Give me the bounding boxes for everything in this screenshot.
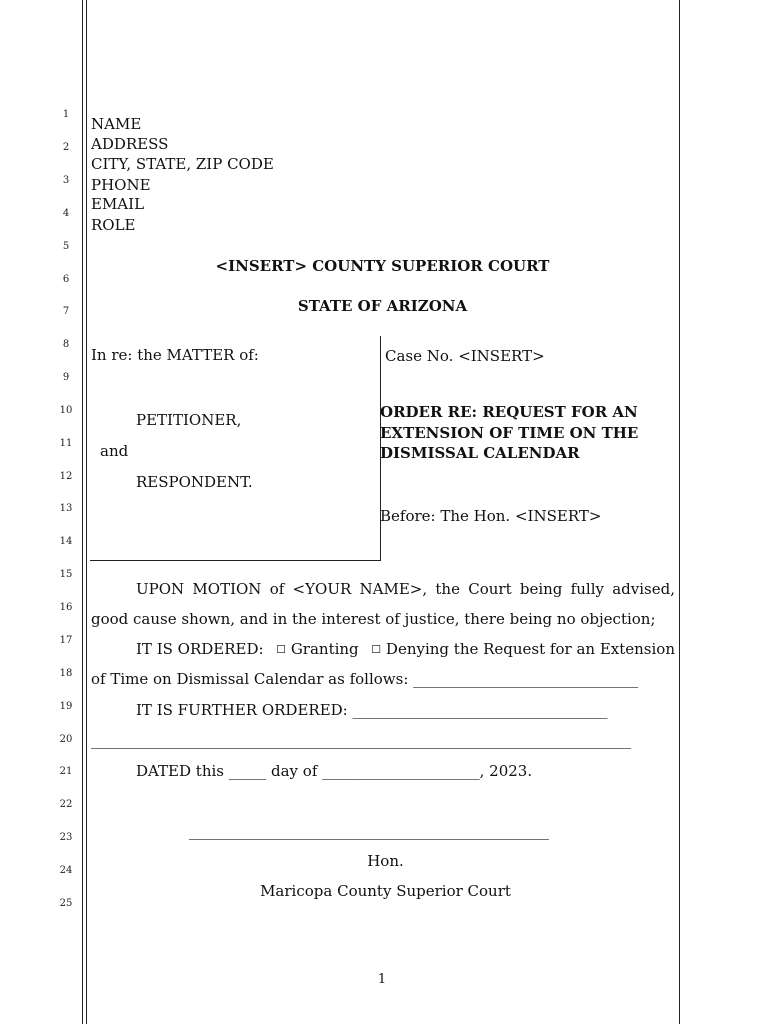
- header-name: NAME: [91, 115, 142, 133]
- line-number: 14: [59, 536, 73, 547]
- line-number: 3: [62, 175, 70, 186]
- line-number: 10: [59, 405, 73, 416]
- line-number: 8: [62, 339, 70, 350]
- line-number: 4: [62, 208, 70, 219]
- ordered-line-2: of Time on Dismissal Calendar as follows: ______________________________: [91, 670, 639, 688]
- line-number: 2: [62, 142, 70, 153]
- line-number: 6: [62, 274, 70, 285]
- line-number: 5: [62, 241, 70, 252]
- denying-option[interactable]: [371, 639, 675, 661]
- line-number: 13: [59, 503, 73, 514]
- header-address: ADDRESS: [91, 135, 169, 153]
- header-role: ROLE: [91, 216, 136, 234]
- right-margin-line: [679, 0, 680, 1024]
- case-number: Case No. <INSERT>: [385, 347, 545, 365]
- motion-text-line-2: good cause shown, and in the interest of justice, there being no objection;: [91, 610, 656, 628]
- line-number: 19: [59, 701, 73, 712]
- caption-in-re: In re: the MATTER of:: [91, 346, 259, 364]
- dated-line: DATED this _____ day of _____________________, 2023.: [136, 762, 533, 780]
- line-number: 12: [59, 471, 73, 482]
- header-phone: PHONE: [91, 176, 151, 194]
- granting-option[interactable]: [276, 639, 359, 661]
- further-ordered-blank-line: ________________________________________________________________________: [91, 731, 631, 749]
- further-ordered-line: IT IS FURTHER ORDERED: __________________________________: [136, 701, 608, 719]
- caption-petitioner: PETITIONER,: [136, 411, 242, 429]
- line-number: 16: [59, 602, 73, 613]
- line-number: 1: [62, 109, 70, 120]
- line-number: 7: [62, 306, 70, 317]
- signature-line: ________________________________________________: [189, 822, 549, 840]
- checkbox-icon[interactable]: ☐: [371, 643, 382, 656]
- granting-label: Granting: [290, 640, 359, 658]
- denying-label: Denying the Request for an Extension: [385, 640, 675, 658]
- line-number: 24: [59, 865, 73, 876]
- caption-respondent: RESPONDENT.: [136, 473, 253, 491]
- signature-court: Maricopa County Superior Court: [260, 882, 511, 900]
- line-number: 18: [59, 668, 73, 679]
- line-number: 23: [59, 832, 73, 843]
- judge-before: Before: The Hon. <INSERT>: [380, 507, 602, 525]
- line-number: 9: [62, 372, 70, 383]
- line-number: 22: [59, 799, 73, 810]
- order-title-line-3: DISMISSAL CALENDAR: [380, 444, 580, 462]
- header-city-state-zip: CITY, STATE, ZIP CODE: [91, 155, 274, 173]
- line-number: 11: [59, 438, 73, 449]
- line-number: 21: [59, 766, 73, 777]
- caption-bottom-rule: [90, 560, 381, 561]
- checkbox-icon[interactable]: ☐: [276, 643, 287, 656]
- header-email: EMAIL: [91, 195, 145, 213]
- court-state: STATE OF ARIZONA: [297, 297, 468, 315]
- line-number: 15: [59, 569, 73, 580]
- court-name: <INSERT> COUNTY SUPERIOR COURT: [215, 257, 550, 275]
- page-number: 1: [377, 972, 387, 987]
- order-title-line-2: EXTENSION OF TIME ON THE: [380, 424, 639, 442]
- ordered-line: [136, 639, 675, 661]
- left-margin-line-outer: [82, 0, 83, 1024]
- motion-text-line-1: UPON MOTION of <YOUR NAME>, the Court being fully advised,: [136, 580, 675, 598]
- order-title-line-1: ORDER RE: REQUEST FOR AN: [380, 403, 638, 421]
- caption-and: and: [100, 442, 129, 460]
- line-number: 25: [59, 898, 73, 909]
- ordered-prefix: IT IS ORDERED:: [136, 640, 264, 658]
- line-number: 20: [59, 734, 73, 745]
- line-number: 17: [59, 635, 73, 646]
- left-margin-line-inner: [86, 0, 87, 1024]
- signature-hon: Hon.: [367, 852, 404, 870]
